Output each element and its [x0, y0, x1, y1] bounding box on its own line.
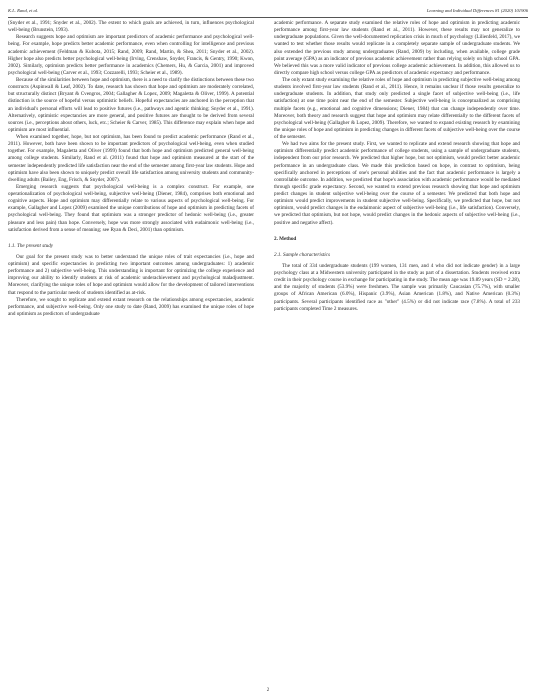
paragraph: (Snyder et al., 1991; Snyder et al., 2002). The extent to which goals are achieved, in turn, influences psychological well-being (Brunstein, 1993). [8, 20, 254, 34]
paragraph: Research suggests hope and optimism are important predictors of academic performance and psychological well-being. For example, hope predicts better academic performance, even when controlling for intelligence and previous academic achievement (Feldman & Kubota, 2015; Rand, 2009; Rand, Martin, & Shea, 2011; Snyder et al., 2002). Higher hope also predicts better psychological well-being (Irving, Crenshaw, Snyder, Francis, & Gentry, 1990; Kwon, 2002). Similarly, optimism predicts better performance in academics (Chemers, Hu, & Garcia, 2001) and improved psychological well-being (Carver et al., 1993; Cozzarelli, 1993; Scheier et al., 1989). [8, 34, 254, 76]
section-heading-method: 2. Method [274, 235, 297, 242]
subsection-heading-sample: 2.1. Sample characteristics [274, 251, 330, 258]
left-column [8, 20, 254, 318]
paragraph: Because of the similarities between hope and optimism, there is a need to clarify the distinctions between these two constructs (Aspinwall & Leaf, 2002). To date, research has shown that hope and optimism are moderately correlated, but structurally distinct (Bryant & Cvengros, 2004; Gallagher & Lopez, 2009; Magaletta & Oliver, 1999). A potential distinction is the source of hopeful versus optimistic beliefs. Hopeful expectancies are anchored in the perception that an individual's personal efforts will lead to positive futures (i.e., pathways and agentic thinking; Snyder et al., 1991). Alternatively, optimistic expectancies are more general, and positive futures are thought to be derived from several sources (i.e., perceptions about others, luck, etc.; Scheier & Carver, 1985). This difference may explain when hope and optimism are most influential. [8, 77, 254, 133]
header-rule [8, 17, 528, 18]
running-head-authors: K.L. Rand, et al. [8, 8, 39, 13]
running-head [8, 8, 528, 17]
right-column [274, 20, 520, 313]
paragraph: We had two aims for the present study. First, we wanted to replicate and extend research showing that hope and optimism differentially predict academic performance of college students, using a sample of undergraduate students, independent from our prior research. We predicted that higher hope, but not optimism, would predict better academic performance in an undergraduate class. We made this prediction based on hope, in contrast to optimism, being specifically anchored in perceptions of one's personal abilities and the fact that academic performance is largely a controllable outcome. In addition, we predicted that hope's association with academic performance would be mediated through specific grade expectancy. Second, we wanted to extend previous research showing that hope and optimism predict changes in student subjective well-being over the course of a semester. We predicted that both hope and optimism would predict improvements in student subjective well-being. Specifically, we predicted that hope, but not optimism, would predict changes in the eudaimonic aspect of subjective well-being (i.e., life satisfaction). Conversely, we predicted that optimism, but not hope, would predict changes in the hedonic aspects of subjective well-being (i.e., positive and negative affect). [274, 141, 520, 226]
page-number: 2 [266, 688, 270, 693]
paragraph: When examined together, hope, but not optimism, has been found to predict academic performance (Rand et al., 2011). However, both have been shown to be important predictors of psychological well-being, even when studied together. For example, Magaletta and Oliver (1999) found that both hope and optimism predicted general well-being among college students. Similarly, Rand et al. (2011) found that hope and optimism measured at the start of the semester independently predicted life satisfaction near the end of the semester among first-year law students. Hope and optimism have also been shown to uniquely predict overall life satisfaction among university students and community-dwelling adults (Bailey, Eng, Frisch, & Snyder, 2007). [8, 134, 254, 183]
paragraph: Therefore, we sought to replicate and extend extant research on the relationships among expectancies, academic performance, and subjective well-being. Only one study to date (Rand, 2009) has examined the unique roles of hope and optimism as predictors of undergraduate [8, 296, 254, 317]
running-head-journal: Learning and Individual Differences 81 (2020) 101906 [426, 8, 528, 13]
paragraph: Emerging research suggests that psychological well-being is a complex construct. For example, one operationalization of psychological well-being, subjective well-being (Diener, 1984), comprises both emotional and cognitive aspects. Hope and optimism may differentially relate to various aspects of psychological well-being. For example, Gallagher and Lopez (2009) examined the unique contributions of hope and optimism in predicting facets of psychological well-being. They found that optimism was a stronger predictor of hedonic well-being (i.e., greater pleasure and less pain) than hope. Conversely, hope was more strongly associated with eudaimonic well-being (i.e., satisfaction derived from a sense of meaning; see Ryan & Deci, 2001) than optimism. [8, 183, 254, 233]
paragraph: Our goal for the present study was to better understand the unique roles of trait expectancies (i.e., hope and optimism) and specific expectancies in predicting two important outcomes among undergraduates: 1) academic performance and 2) subjective well-being. This understanding is important for optimizing the college experience and improving our ability to identify students at risk of academic underachievement and psychological maladjustment. Moreover, clarifying the unique roles of hope and optimism would allow for the development of tailored interventions that respond to the particular needs of students identified as at-risk. [8, 253, 254, 296]
paragraph: academic performance. A separate study examined the relative roles of hope and optimism in predicting academic performance among first-year law students (Rand et al., 2011). However, these results may not generalize to undergraduate populations. Given the well-documented replication crisis in much of psychology (Lilienfeld, 2017), we wanted to test whether those results would replicate in a completely separate sample of undergraduate students. We also extended the previous study among undergraduates (Rand, 2009) by including, when available, college grade point average (GPA) as an indicator of previous academic achievement rather than relying solely on high school GPA. We believed this was a more valid indicator of previous college academic achievement. In addition, this allowed us to directly compare high school versus college GPA as predictors of academic expectancy and performance. [274, 20, 520, 76]
paragraph: The total of 334 undergraduate students (199 women, 131 men, and 4 who did not indicate gender) in a large psychology class at a Midwestern university participated in the study as part of a dissertation. Students received extra credit in their psychology course in exchange for participating in the study. The mean age was 19.89 years (SD = 2.28), and the majority of students (53.9%) were freshmen. The sample was primarily Caucasian (75.7%), with smaller groups of African American (6.0%), Hispanic (3.9%), Asian American (1.8%), and Native American (0.3%) participants. Several participants identified race as "other" (4.5%) or did not indicate race (7.8%). A total of 233 participants completed Time 2 measures. [274, 262, 520, 312]
section-heading-present-study: 1.1. The present study [8, 242, 54, 249]
paragraph: The only extant study examining the relative roles of hope and optimism in predicting subjective well-being among students involved first-year law students (Rand et al., 2011). Hence, it remains unclear if those results generalize to undergraduate students. In addition, that study only predicted a single facet of subjective well-being (i.e., life satisfaction) at one time point near the end of the semester. Subjective well-being is conceptualized as comprising multiple facets (e.g., emotional and cognitive dimensions; Diener, 1984) that can change independently over time. Moreover, both theory and research suggest that hope and optimism may relate differentially to the different facets of psychological well-being (Gallagher & Lopez, 2009). Therefore, we wanted to expand existing research by examining the unique roles of hope and optimism in predicting changes in different facets of subjective well-being over the course of the semester. [274, 77, 520, 140]
